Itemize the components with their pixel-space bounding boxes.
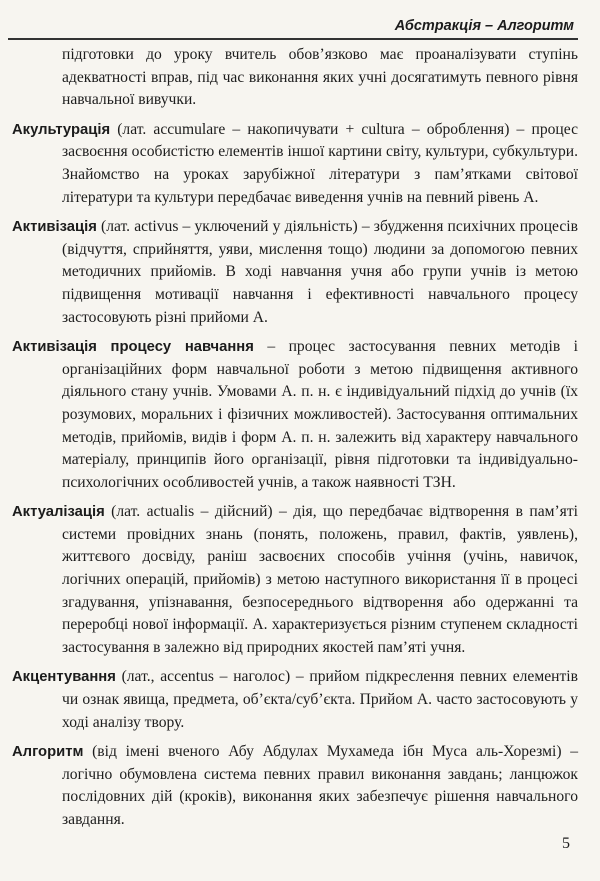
entry-definition: (лат. accumulare – накопичувати + cultura – оброблення) – процес засвоєння особистістю елементів іншої картини світу, культури, субкультури. Знайомство на уроках зарубіжної літератури з пам’ятками світової літератури та культури передбачає виведення учнів на певний рівень А. [62,120,578,206]
entry-term: Акцентування [12,669,116,686]
running-header [8,10,578,40]
entry-algorithm [12,741,578,831]
entry-acculturation [12,119,578,209]
entry-term: Актуалізація [12,504,105,521]
page-number: 5 [562,835,570,852]
page-content [12,44,578,839]
entry-actualization [12,501,578,659]
entry-term: Активізація процесу навчання [12,339,254,356]
entry-term: Активізація [12,219,97,236]
entry-definition: (лат. activus – уключений у діяльність) – збудження психічних процесів (відчуття, сприйняття, уяви, мислення тощо) людини за допомогою певних методичних прийомів. В ході навчання учня або групи учнів із метою підвищення мотивації навчання і ефективності навчального процесу застосовують різні прийоми А. [62,218,578,326]
intro-text: підготовки до уроку вчитель обов’язково має проаналізувати ступінь адекватності вправ, під час виконання яких учні досягатимуть певного рівня навчальної вивучки. [62,46,578,109]
header-title: Абстракція – Алгоритм [394,18,574,34]
intro-paragraph [12,44,578,112]
entry-definition: (лат. actualis – дійсний) – дія, що передбачає відтворення в пам’яті системи провідних знань (понять, положень, правил, фактів, уявлень), життєвого досвіду, раніш засвоєних способів учіння (учінь, навичок, логічних операцій, прийомів) з метою наступного використання її в процесі згадування, упізнавання, безпосереднього відтворення або одержанні та переробці нової інформації. А. характеризується різним ступенем складності застосування в залежно від природних якостей пам’яті учня. [62,503,578,656]
entry-term: Алгоритм [12,744,84,761]
entry-term: Акультурація [12,121,111,138]
entry-definition: (лат., accentus – наголос) – прийом підкреслення певних елементів чи ознак явища, предмета, об’єкта/суб’єкта. Прийом А. часто застосовують у ході аналізу твору. [62,668,578,731]
entry-definition: (від імені вченого Абу Абдулах Мухамеда ібн Муса аль-Хорезмі) – логічно обумовлена система певних правил виконання завдань; ланцюжок послідовних дій (кроків), виконання яких забезпечує рішення навчального завдання. [62,743,578,828]
entry-activization-of-learning [12,336,578,494]
entry-activization [12,216,578,329]
entry-definition: – процес застосування певних методів і організаційних форм навчальної роботи з метою підвищення активного діяльного стану учнів. Умовами А. п. н. є індивідуальний підхід до учнів (їх розумових, моральних і фізичних можливостей). Застосування оптимальних методів, прийомів, видів і форм А. п. н. залежить від характеру навчального матеріалу, принципів його організації, рівня підготовки та індивідуально-психологічних особливостей учнів, а також наявності ТЗН. [62,338,578,491]
entry-accentuation [12,666,578,734]
